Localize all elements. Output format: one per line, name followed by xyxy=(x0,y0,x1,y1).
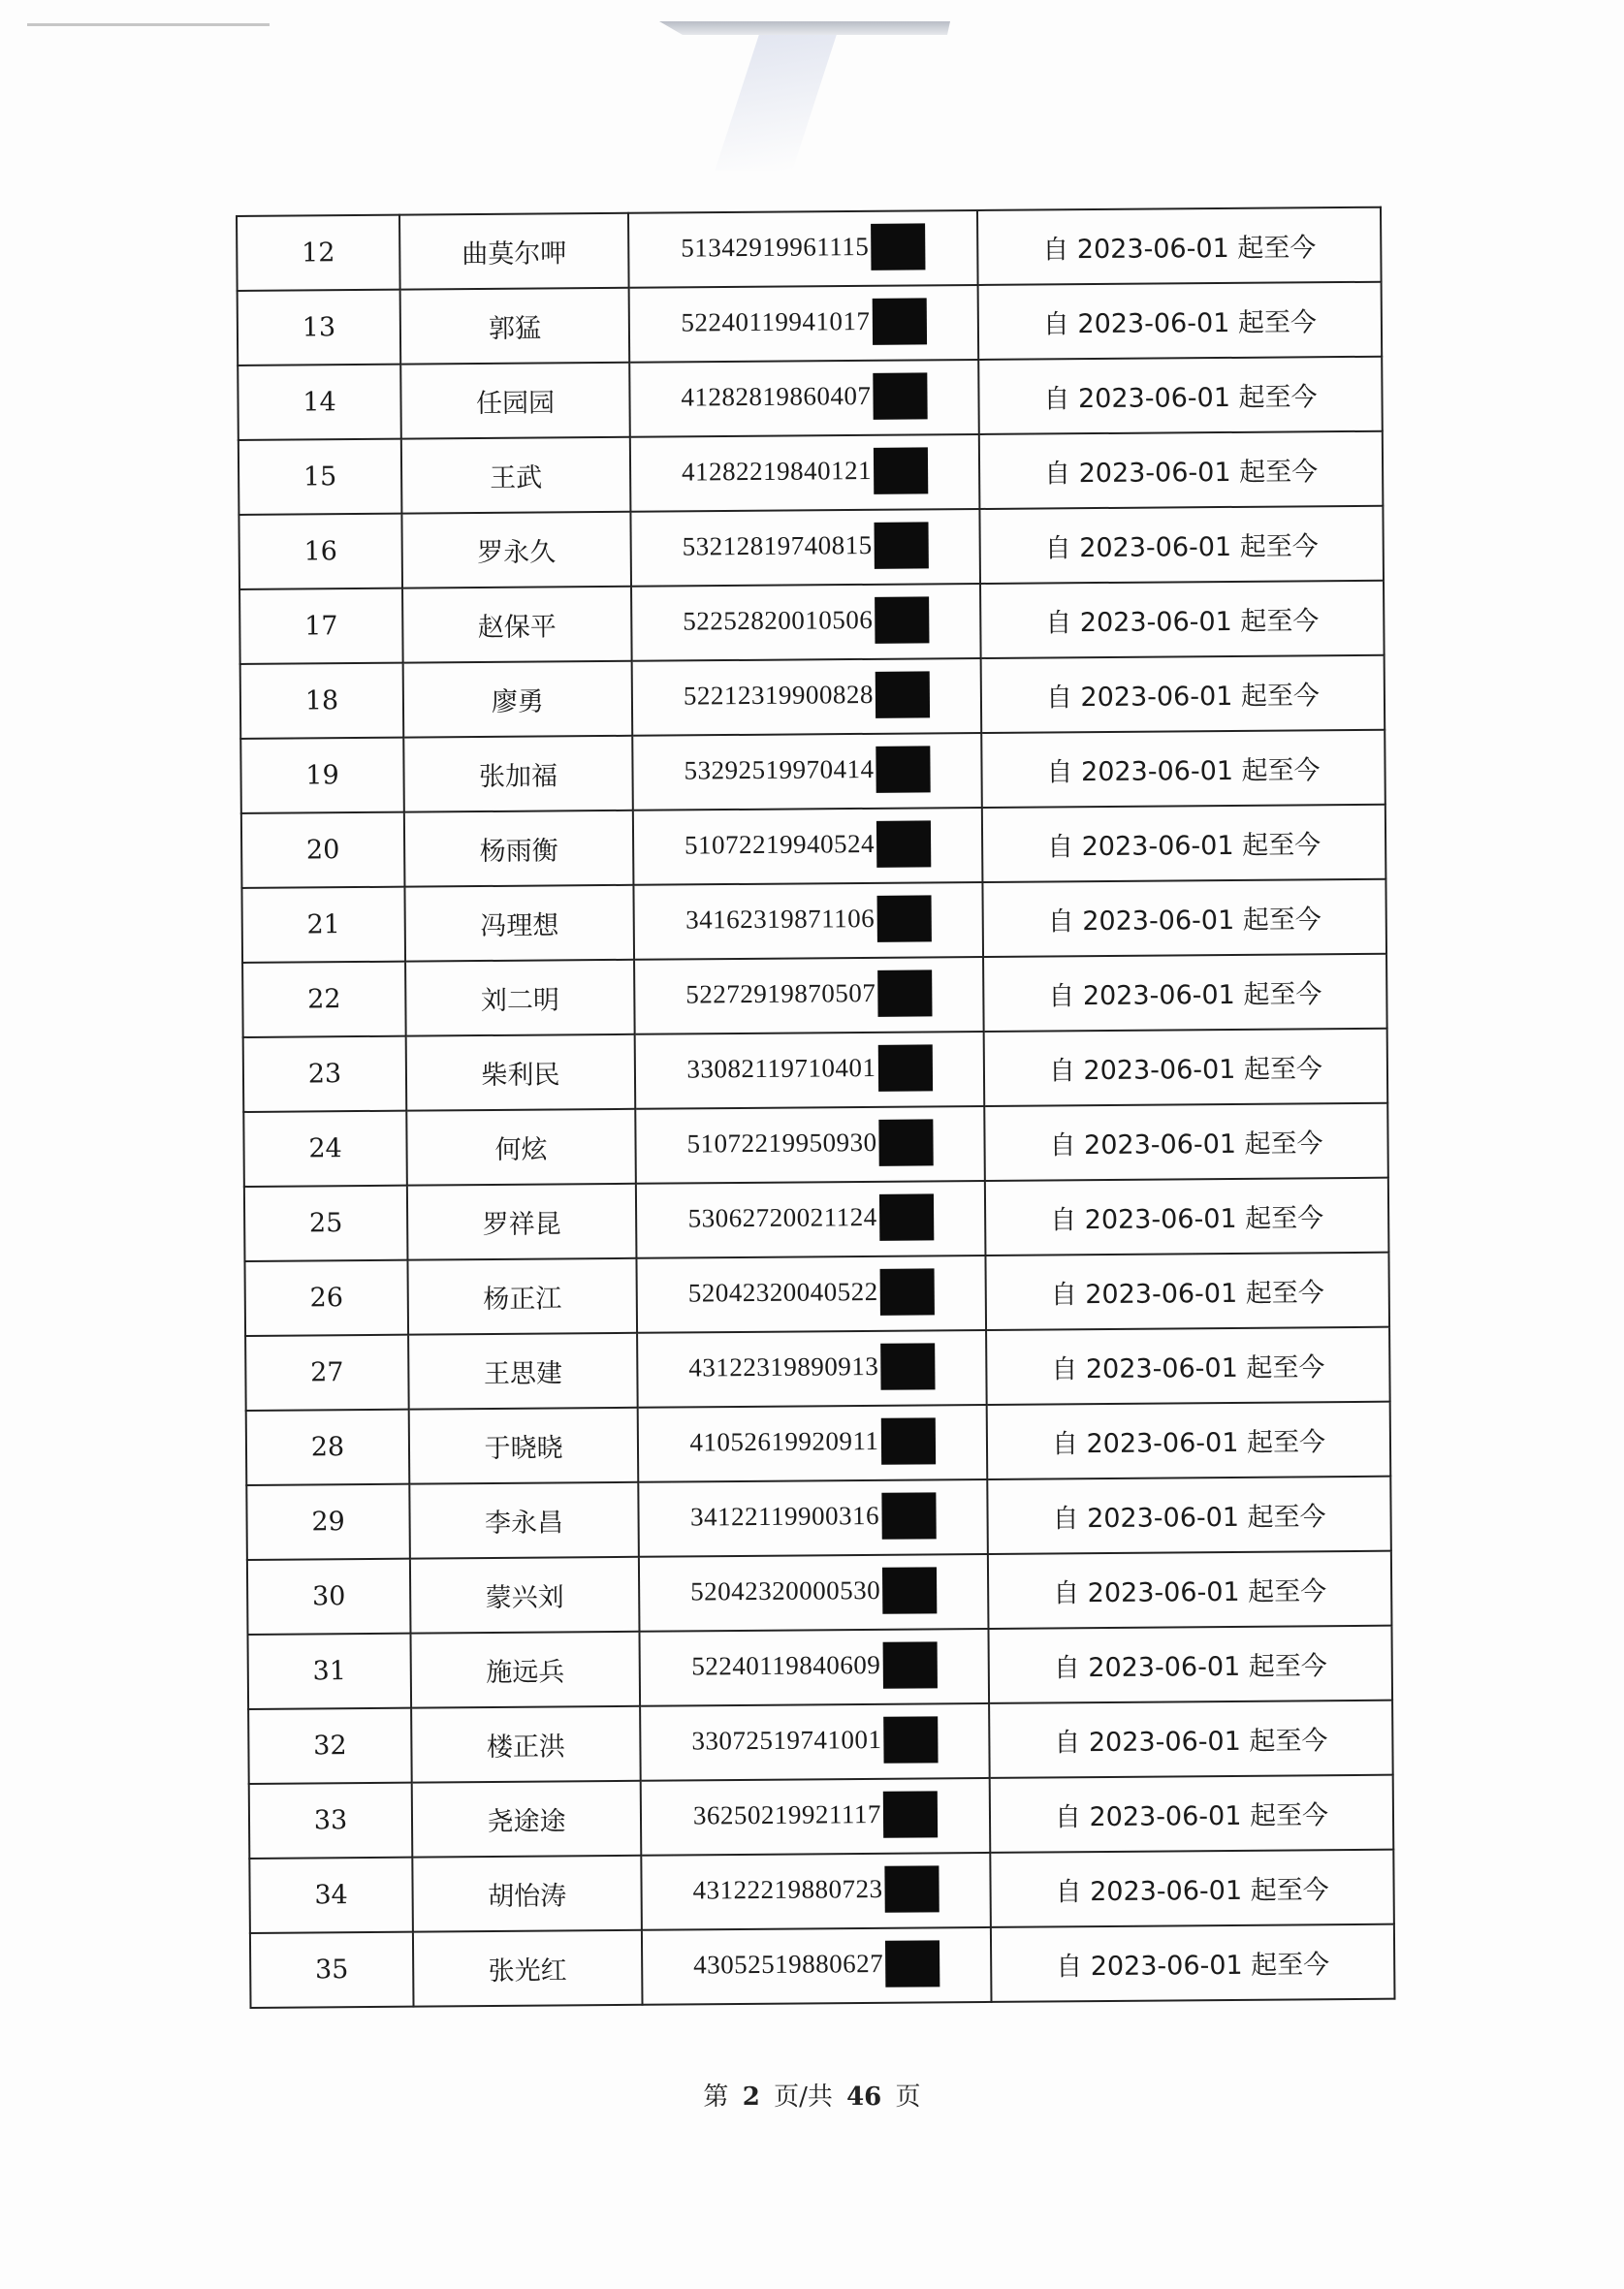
period-cell: 自 2023-06-01 起至今 xyxy=(987,1477,1391,1554)
redaction-block xyxy=(876,895,931,941)
table-row xyxy=(239,431,1384,515)
id-number-visible: 52212319900828 xyxy=(683,679,875,711)
name-cell: 张光红 xyxy=(413,1930,643,2007)
row-number-cell: 33 xyxy=(249,1783,413,1859)
table-row xyxy=(240,730,1385,813)
table-row xyxy=(244,1253,1389,1336)
footer-suffix: 页 xyxy=(895,2082,921,2112)
row-number-cell: 35 xyxy=(250,1932,414,2008)
id-number-cell xyxy=(632,658,982,736)
id-number-visible: 51342919961115 xyxy=(681,231,870,263)
period-cell: 自 2023-06-01 起至今 xyxy=(982,805,1386,882)
id-number-cell xyxy=(635,1032,985,1109)
period-cell: 自 2023-06-01 起至今 xyxy=(980,581,1385,658)
period-cell: 自 2023-06-01 起至今 xyxy=(981,655,1385,733)
table-row xyxy=(246,1402,1391,1485)
redaction-block xyxy=(885,1940,939,1987)
redaction-block xyxy=(883,1716,938,1763)
id-number-visible: 41282819860407 xyxy=(681,380,872,412)
id-number-cell xyxy=(639,1554,989,1632)
scan-artifact-streak xyxy=(715,35,836,171)
row-number-cell: 21 xyxy=(241,887,405,963)
name-cell: 施远兵 xyxy=(410,1632,640,1708)
id-number-visible: 51072219950930 xyxy=(686,1127,877,1159)
name-cell: 郭猛 xyxy=(400,288,630,365)
row-number-cell: 20 xyxy=(241,812,405,888)
row-number-cell: 26 xyxy=(244,1260,408,1336)
table-row xyxy=(238,282,1383,366)
row-number-cell: 28 xyxy=(246,1410,410,1485)
table-row xyxy=(238,357,1383,440)
id-number-visible: 43122219880723 xyxy=(692,1873,883,1905)
period-cell: 自 2023-06-01 起至今 xyxy=(984,1103,1388,1181)
table-row xyxy=(248,1701,1393,1784)
table-row xyxy=(239,581,1385,664)
name-cell: 罗永久 xyxy=(401,512,631,588)
id-number-cell xyxy=(629,285,979,363)
name-cell: 尧途途 xyxy=(412,1781,642,1858)
scan-artifact-clip xyxy=(659,21,950,35)
table-row xyxy=(247,1626,1392,1709)
id-number-cell xyxy=(633,808,983,885)
table-row xyxy=(241,879,1386,963)
id-number-visible: 52240119941017 xyxy=(681,305,871,337)
id-number-visible: 52240119840609 xyxy=(691,1649,881,1681)
period-cell: 自 2023-06-01 起至今 xyxy=(990,1850,1394,1927)
redaction-block xyxy=(877,1044,932,1091)
table-row xyxy=(246,1477,1391,1560)
redaction-block xyxy=(876,746,930,792)
table-row xyxy=(250,1924,1395,2008)
name-cell: 任园园 xyxy=(400,363,630,439)
period-cell: 自 2023-06-01 起至今 xyxy=(981,730,1385,808)
row-number-cell: 19 xyxy=(240,738,404,813)
period-cell: 自 2023-06-01 起至今 xyxy=(989,1701,1393,1778)
id-number-cell xyxy=(636,1181,986,1258)
id-number-visible: 33072519741001 xyxy=(691,1724,882,1756)
name-cell: 蒙兴刘 xyxy=(410,1557,640,1634)
period-cell: 自 2023-06-01 起至今 xyxy=(985,1178,1389,1256)
table-row xyxy=(237,207,1382,291)
footer-prefix: 第 xyxy=(703,2082,729,2112)
table-row xyxy=(247,1551,1392,1635)
name-cell: 杨雨衡 xyxy=(404,811,634,887)
id-number-cell xyxy=(636,1256,986,1333)
name-cell: 李永昌 xyxy=(409,1482,639,1559)
id-number-visible: 43052519880627 xyxy=(693,1948,884,1980)
id-number-cell xyxy=(629,360,979,437)
redaction-block xyxy=(872,298,926,344)
table-row xyxy=(249,1775,1394,1859)
id-number-cell xyxy=(630,509,980,587)
name-cell: 于晓晓 xyxy=(409,1408,639,1484)
id-number-visible: 34162319871106 xyxy=(685,903,876,935)
table-row xyxy=(245,1327,1390,1411)
row-number-cell: 13 xyxy=(238,290,401,366)
name-cell: 王思建 xyxy=(408,1333,638,1410)
page-footer xyxy=(0,2077,1624,2113)
period-cell: 自 2023-06-01 起至今 xyxy=(985,1253,1389,1330)
redaction-block xyxy=(871,223,925,270)
id-number-visible: 51072219940524 xyxy=(684,828,876,860)
table-row xyxy=(242,954,1387,1037)
id-number-cell xyxy=(641,1778,991,1856)
period-cell: 自 2023-06-01 起至今 xyxy=(979,431,1384,509)
row-number-cell: 32 xyxy=(248,1708,412,1784)
name-cell: 杨正江 xyxy=(407,1258,637,1335)
row-number-cell: 15 xyxy=(239,439,402,515)
row-number-cell: 16 xyxy=(239,514,402,589)
redaction-block xyxy=(880,1343,935,1389)
redaction-block xyxy=(877,970,932,1016)
footer-page-number: 2 xyxy=(742,2082,760,2112)
name-cell: 楼正洪 xyxy=(411,1706,641,1783)
redaction-block xyxy=(876,671,930,717)
name-cell: 王武 xyxy=(401,437,631,514)
name-cell: 廖勇 xyxy=(403,661,633,738)
redaction-block xyxy=(875,596,929,643)
redaction-block xyxy=(878,1119,933,1165)
row-number-cell: 31 xyxy=(247,1634,411,1709)
redaction-block xyxy=(875,522,929,568)
name-cell: 柴利民 xyxy=(406,1034,636,1111)
id-number-cell xyxy=(640,1703,990,1781)
row-number-cell: 17 xyxy=(239,588,403,664)
table-row xyxy=(249,1850,1394,1933)
id-number-visible: 41282219840121 xyxy=(681,455,873,487)
roster-table xyxy=(236,207,1395,2009)
name-cell: 赵保平 xyxy=(402,587,632,663)
row-number-cell: 23 xyxy=(243,1036,407,1112)
id-number-cell xyxy=(634,957,984,1034)
roster-sheet xyxy=(236,207,1393,2009)
id-number-visible: 52042320000530 xyxy=(690,1574,881,1606)
id-number-cell xyxy=(633,882,983,960)
id-number-cell xyxy=(638,1405,988,1482)
id-number-visible: 52272919870507 xyxy=(685,977,876,1009)
id-number-cell xyxy=(628,210,978,288)
id-number-cell xyxy=(637,1330,987,1408)
id-number-cell xyxy=(638,1479,988,1557)
table-row xyxy=(243,1029,1388,1112)
table-row xyxy=(244,1178,1389,1261)
row-number-cell: 29 xyxy=(246,1484,410,1560)
scan-artifact-line xyxy=(27,23,270,26)
redaction-block xyxy=(881,1492,936,1539)
id-number-cell xyxy=(630,434,980,512)
period-cell: 自 2023-06-01 起至今 xyxy=(986,1327,1390,1405)
row-number-cell: 18 xyxy=(240,663,404,739)
period-cell: 自 2023-06-01 起至今 xyxy=(977,207,1382,285)
id-number-visible: 43122319890913 xyxy=(688,1351,879,1383)
table-row xyxy=(243,1103,1388,1187)
period-cell: 自 2023-06-01 起至今 xyxy=(983,954,1387,1032)
id-number-visible: 53292519970414 xyxy=(684,753,875,785)
id-number-visible: 52252820010506 xyxy=(683,604,874,636)
id-number-cell xyxy=(639,1629,989,1706)
redaction-block xyxy=(878,1193,933,1240)
row-number-cell: 30 xyxy=(247,1559,411,1635)
name-cell: 何炫 xyxy=(406,1109,636,1186)
period-cell: 自 2023-06-01 起至今 xyxy=(990,1775,1394,1853)
redaction-block xyxy=(882,1567,937,1613)
id-number-visible: 36250219921117 xyxy=(692,1798,882,1830)
redaction-block xyxy=(873,372,927,419)
row-number-cell: 24 xyxy=(243,1111,407,1187)
redaction-block xyxy=(876,820,931,867)
period-cell: 自 2023-06-01 起至今 xyxy=(979,506,1384,584)
id-number-visible: 34122119900316 xyxy=(689,1500,880,1532)
id-number-visible: 52042320040522 xyxy=(687,1276,878,1308)
row-number-cell: 25 xyxy=(244,1186,408,1261)
roster-table-body xyxy=(237,207,1394,2008)
period-cell: 自 2023-06-01 起至今 xyxy=(988,1551,1392,1629)
name-cell: 罗祥昆 xyxy=(407,1184,637,1260)
id-number-visible: 41052619920911 xyxy=(689,1425,879,1457)
period-cell: 自 2023-06-01 起至今 xyxy=(978,282,1383,360)
period-cell: 自 2023-06-01 起至今 xyxy=(991,1924,1395,2002)
row-number-cell: 34 xyxy=(249,1858,413,1933)
row-number-cell: 27 xyxy=(245,1335,409,1411)
id-number-cell xyxy=(642,1927,992,2005)
table-row xyxy=(239,506,1384,589)
id-number-cell xyxy=(641,1853,991,1930)
name-cell: 胡怡涛 xyxy=(412,1856,642,1932)
period-cell: 自 2023-06-01 起至今 xyxy=(982,879,1386,957)
id-number-visible: 53212819740815 xyxy=(682,529,873,561)
redaction-block xyxy=(880,1268,935,1315)
name-cell: 张加福 xyxy=(403,736,633,812)
row-number-cell: 12 xyxy=(237,215,400,291)
redaction-block xyxy=(874,447,928,493)
row-number-cell: 14 xyxy=(238,365,401,440)
id-number-cell xyxy=(631,584,981,661)
name-cell: 曲莫尔呷 xyxy=(399,213,629,290)
footer-total-pages: 46 xyxy=(846,2082,882,2112)
redaction-block xyxy=(880,1417,935,1464)
table-row xyxy=(241,805,1386,888)
table-row xyxy=(240,655,1385,739)
redaction-block xyxy=(883,1791,938,1837)
id-number-visible: 33082119710401 xyxy=(686,1052,876,1084)
redaction-block xyxy=(882,1641,937,1688)
period-cell: 自 2023-06-01 起至今 xyxy=(988,1626,1392,1703)
id-number-cell xyxy=(635,1106,985,1184)
id-number-visible: 53062720021124 xyxy=(687,1201,877,1233)
period-cell: 自 2023-06-01 起至今 xyxy=(987,1402,1391,1479)
name-cell: 刘二明 xyxy=(405,960,635,1036)
name-cell: 冯理想 xyxy=(404,885,634,962)
row-number-cell: 22 xyxy=(242,962,406,1037)
period-cell: 自 2023-06-01 起至今 xyxy=(978,357,1383,434)
footer-middle: 页/共 xyxy=(774,2082,833,2112)
period-cell: 自 2023-06-01 起至今 xyxy=(984,1029,1388,1106)
redaction-block xyxy=(884,1865,939,1912)
id-number-cell xyxy=(632,733,982,811)
